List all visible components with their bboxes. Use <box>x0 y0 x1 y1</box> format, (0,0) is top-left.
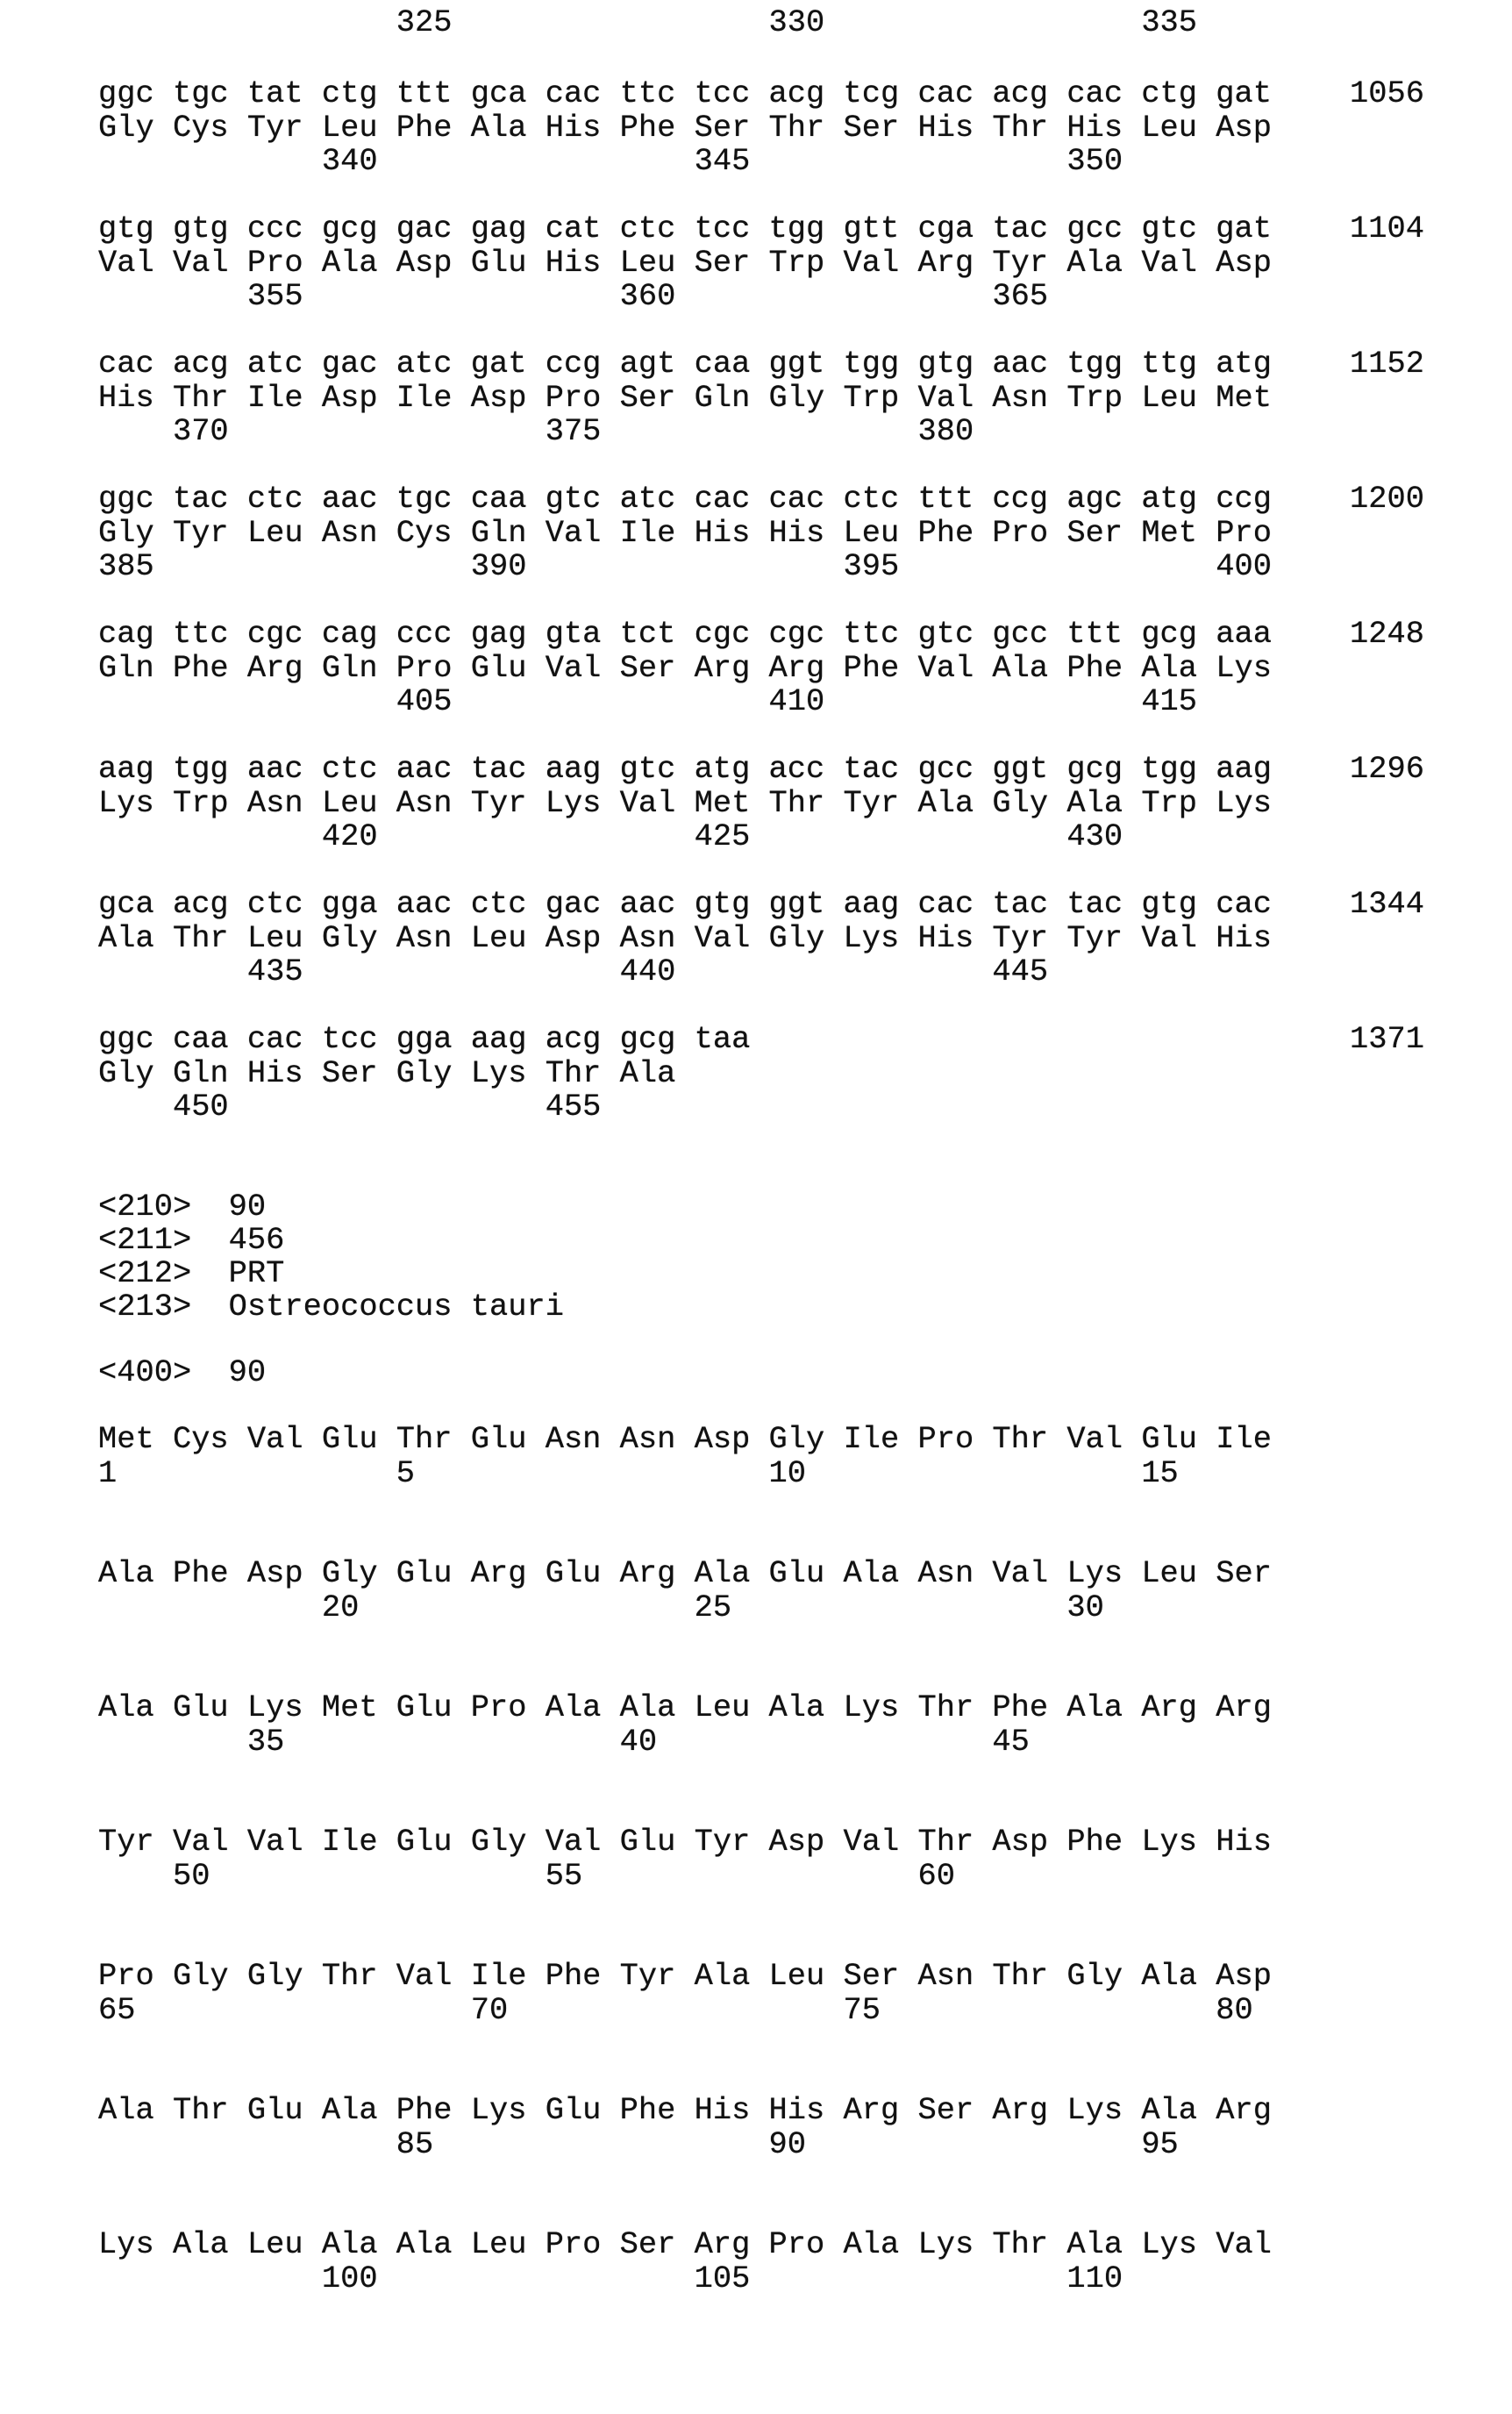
codon-line: ggc tac ctc aac tgc caa gtc atc cac cac ctc ttt ccg agc atg ccg <box>98 482 1272 516</box>
sequence-tag: <400> 90 <box>98 1356 266 1389</box>
amino-acid-line: Gln Phe Arg Gln Pro Glu Val Ser Arg Arg Phe Val Ala Phe Ala Lys <box>98 652 1272 685</box>
residue-position-numbers: 85 90 95 <box>98 2128 1179 2161</box>
codon-line: gca acg ctc gga aac ctc gac aac gtg ggt aag cac tac tac gtg cac <box>98 888 1272 921</box>
sequence-header-field: <213> Ostreococcus tauri <box>98 1290 564 1324</box>
amino-acid-line: Ala Glu Lys Met Glu Pro Ala Ala Leu Ala Lys Thr Phe Ala Arg Arg <box>98 1691 1272 1725</box>
codon-line: gtg gtg ccc gcg gac gag cat ctc tcc tgg gtt cga tac gcc gtc gat <box>98 212 1272 246</box>
amino-acid-line: Ala Thr Leu Gly Asn Leu Asp Asn Val Gly Lys His Tyr Tyr Val His <box>98 922 1272 955</box>
residue-position-numbers: 65 70 75 80 <box>98 1994 1253 2027</box>
residue-position-numbers: 355 360 365 <box>98 280 1048 313</box>
codon-line: ggc caa cac tcc gga aag acg gcg taa <box>98 1023 750 1056</box>
amino-acid-line: His Thr Ile Asp Ile Asp Pro Ser Gln Gly Trp Val Asn Trp Leu Met <box>98 382 1272 415</box>
codon-line: cag ttc cgc cag ccc gag gta tct cgc cgc ttc gtc gcc ttt gcg aaa <box>98 618 1272 651</box>
residue-position-numbers: 1 5 10 15 <box>98 1457 1179 1490</box>
amino-acid-line: Gly Cys Tyr Leu Phe Ala His Phe Ser Thr Ser His Thr His Leu Asp <box>98 111 1272 145</box>
residue-position-numbers: 325 330 335 <box>98 6 1197 39</box>
amino-acid-line: Pro Gly Gly Thr Val Ile Phe Tyr Ala Leu Ser Asn Thr Gly Ala Asp <box>98 1960 1272 1993</box>
amino-acid-line: Tyr Val Val Ile Glu Gly Val Glu Tyr Asp Val Thr Asp Phe Lys His <box>98 1825 1272 1859</box>
amino-acid-line: Lys Trp Asn Leu Asn Tyr Lys Val Met Thr Tyr Ala Gly Ala Trp Lys <box>98 787 1272 820</box>
residue-position-numbers: 435 440 445 <box>98 955 1048 989</box>
residue-position-numbers: 420 425 430 <box>98 820 1123 853</box>
nucleotide-count: 1296 <box>1350 753 1424 786</box>
amino-acid-line: Val Val Pro Ala Asp Glu His Leu Ser Trp Val Arg Tyr Ala Val Asp <box>98 246 1272 280</box>
codon-line: ggc tgc tat ctg ttt gca cac ttc tcc acg tcg cac acg cac ctg gat <box>98 77 1272 111</box>
residue-position-numbers: 35 40 45 <box>98 1725 1030 1759</box>
amino-acid-line: Met Cys Val Glu Thr Glu Asn Asn Asp Gly Ile Pro Thr Val Glu Ile <box>98 1423 1272 1456</box>
nucleotide-count: 1371 <box>1350 1023 1424 1056</box>
residue-position-numbers: 370 375 380 <box>98 415 974 448</box>
residue-position-numbers: 100 105 110 <box>98 2262 1123 2296</box>
amino-acid-line: Lys Ala Leu Ala Ala Leu Pro Ser Arg Pro Ala Lys Thr Ala Lys Val <box>98 2228 1272 2261</box>
amino-acid-line: Ala Thr Glu Ala Phe Lys Glu Phe His His Arg Ser Arg Lys Ala Arg <box>98 2094 1272 2127</box>
residue-position-numbers: 50 55 60 <box>98 1860 955 1893</box>
nucleotide-count: 1344 <box>1350 888 1424 921</box>
amino-acid-line: Gly Gln His Ser Gly Lys Thr Ala <box>98 1057 675 1090</box>
nucleotide-count: 1152 <box>1350 347 1424 381</box>
residue-position-numbers: 20 25 30 <box>98 1591 1104 1625</box>
residue-position-numbers: 405 410 415 <box>98 685 1197 718</box>
codon-line: cac acg atc gac atc gat ccg agt caa ggt tgg gtg aac tgg ttg atg <box>98 347 1272 381</box>
residue-position-numbers: 340 345 350 <box>98 145 1123 178</box>
amino-acid-line: Ala Phe Asp Gly Glu Arg Glu Arg Ala Glu Ala Asn Val Lys Leu Ser <box>98 1557 1272 1590</box>
codon-line: aag tgg aac ctc aac tac aag gtc atg acc tac gcc ggt gcg tgg aag <box>98 753 1272 786</box>
nucleotide-count: 1248 <box>1350 618 1424 651</box>
residue-position-numbers: 385 390 395 400 <box>98 550 1272 583</box>
nucleotide-count: 1056 <box>1350 77 1424 111</box>
nucleotide-count: 1200 <box>1350 482 1424 516</box>
nucleotide-count: 1104 <box>1350 212 1424 246</box>
amino-acid-line: Gly Tyr Leu Asn Cys Gln Val Ile His His Leu Phe Pro Ser Met Pro <box>98 517 1272 550</box>
sequence-header-field: <210> 90 <box>98 1190 266 1224</box>
sequence-header-field: <212> PRT <box>98 1257 284 1290</box>
residue-position-numbers: 450 455 <box>98 1090 601 1124</box>
sequence-header-field: <211> 456 <box>98 1224 284 1257</box>
